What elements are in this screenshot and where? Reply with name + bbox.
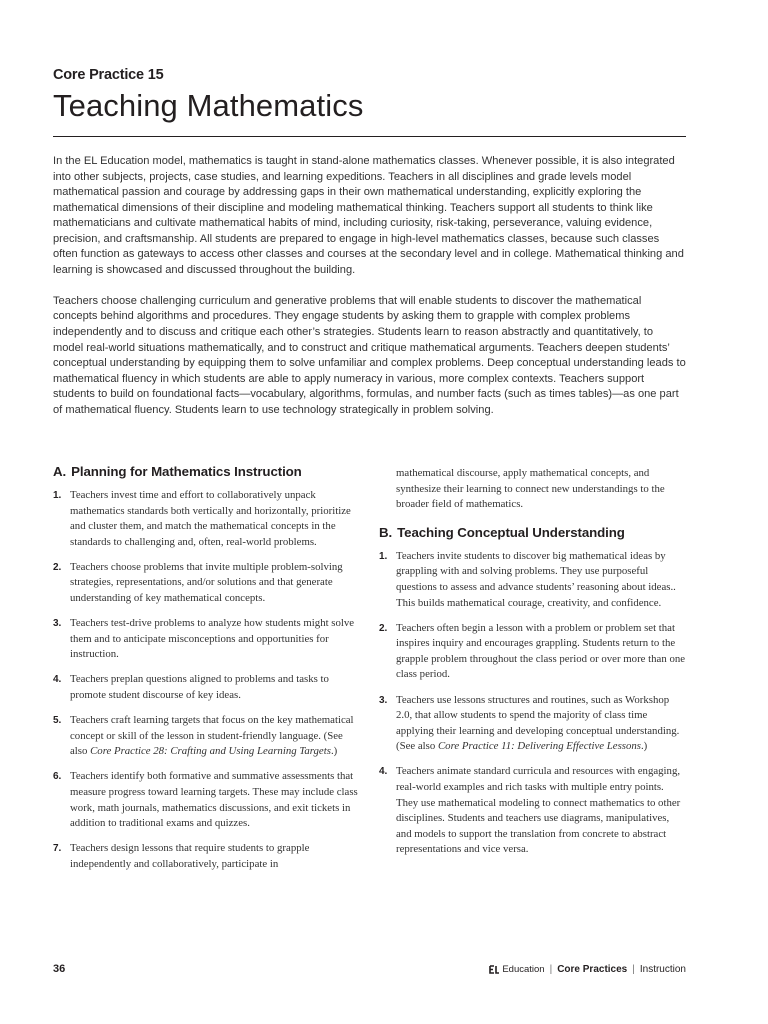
page-title: Teaching Mathematics	[53, 88, 364, 123]
item-number: 1.	[379, 550, 388, 562]
section-title: Planning for Mathematics Instruction	[71, 464, 302, 479]
footer-separator: |	[632, 964, 635, 975]
item-number: 1.	[53, 490, 62, 501]
list-item	[53, 488, 360, 550]
item-text-end: .)	[330, 745, 338, 758]
series-name: Core Practices	[557, 964, 628, 975]
list-item	[53, 713, 360, 760]
item-number: 5.	[53, 715, 62, 727]
el-education-logo	[489, 964, 544, 975]
footer-separator: |	[549, 964, 553, 975]
item-number: 4.	[53, 674, 62, 686]
item-number: 2.	[379, 622, 388, 634]
intro-paragraph: Teachers choose challenging curriculum and generative problems that will enable students to discover the mathematical concepts behind algorithms and procedures. They engage students by asking them to grapple with complex problems independently and to discuss and critique each other’s strategies. Students learn to reason abstractly and quantitatively, to model real-world situations mathematically, and to construct and critique mathematical arguments. Teachers deepen students’ conceptual understanding by equipping them to solve unfamiliar and complex problems. Deep conceptual understanding leads to mathematical fluency in which students are able to apply numeracy in various, more complex contexts. Teachers support students to build on foundational facts—vocabulary, algorithms, formulas, and number facts (such as times tables)—as one part of mathematical fluency. Students learn to use technology strategically in problem solving.	[53, 294, 686, 416]
item-number: 3.	[53, 618, 62, 630]
page-footer	[53, 963, 686, 981]
item-text: Teachers invite students to discover big mathematical ideas by grappling with and solving problems. They use purposeful questions to assess and advance students’ reasoning about ideas.. This builds mathematical courage, creativity, and confidence.	[396, 549, 676, 609]
el-logo-icon	[489, 965, 500, 974]
item-text: Teachers preplan questions aligned to problems and tasks to promote student discourse of key ideas.	[70, 673, 329, 702]
list-item	[53, 616, 360, 663]
section-b-heading	[379, 525, 686, 540]
item-number: 7.	[53, 843, 62, 855]
item-text: Teachers craft learning targets that focus on the key mathematical concept or skill of the lesson in student-friendly language. (See also	[70, 714, 354, 758]
item-text: Teachers choose problems that invite multiple problem-solving strategies, representations, and/or solutions and that generate understanding of key mathematical concepts.	[70, 560, 343, 605]
document-page	[53, 0, 686, 1024]
section-title: Teaching Conceptual Understanding	[397, 524, 625, 540]
list-item	[53, 769, 360, 831]
cross-reference: Core Practice 28: Crafting and Using Learning Targets	[90, 745, 331, 758]
footer-branding	[489, 964, 686, 975]
list-item	[379, 764, 686, 858]
title-divider	[53, 136, 686, 137]
item-text: Teachers identify both formative and summative assessments that measure progress toward learning targets. These may include class work, math journals, mathematics discussions, and exit tickets in addition to traditional exams and quizzes.	[70, 770, 358, 830]
item-text: Teachers test-drive problems to analyze how students might solve them and to anticipate misconceptions and opportunities for instruction.	[70, 617, 355, 661]
section-b-list	[379, 549, 686, 858]
list-item	[53, 672, 360, 703]
item-text: Teachers animate standard curricula and resources with engaging, real-world examples and rich tasks with multiple entry points. They use mathematical modeling to connect mathematics to other disciplines. Students and teachers use diagrams, manipulatives, and models to support the translation from concrete to abstract representations and vice versa.	[396, 765, 681, 856]
section-name: Instruction	[639, 964, 686, 975]
item-number: 2.	[53, 561, 62, 573]
section-letter: A.	[53, 464, 67, 479]
list-item	[53, 841, 360, 872]
intro-paragraph: In the EL Education model, mathematics is taught in stand-alone mathematics classes. Whenever possible, it is also integrated into other subjects, projects, case studies, and learning expeditions. Teachers in all disciplines and grade levels model mathematical passion and courage by addressing gaps in their own mathematical understanding, explicitly exploring the mathematical dimensions of their discipline and modeling mathematical thinking. Teachers support all students to think like mathematicians and cultivate mathematical habits of mind, including curiosity, risk-taking, perseverance, valuing evidence, precision, and craftsmanship. All students are prepared to engage in high-level mathematics classes, because such classes often function as gateways to access other classes and courses at the secondary level and in college. Mathematical thinking and learning is showcased and discussed throughout the building.	[53, 155, 684, 276]
cross-reference: Core Practice 11: Delivering Effective Lessons	[437, 740, 641, 753]
item-text: Teachers invest time and effort to collaboratively unpack mathematics standards both vertically and horizontally, prioritize and cluster them, and match the mathematical concepts in the standards to challenging and, often, real-world problems.	[70, 489, 351, 548]
right-column	[379, 466, 686, 867]
brand-name: Education	[502, 964, 545, 975]
section-letter: B.	[379, 524, 393, 540]
left-column	[53, 464, 360, 882]
list-item	[53, 560, 360, 607]
item-number: 3.	[379, 694, 388, 706]
item-number: 4.	[379, 766, 388, 778]
list-item	[379, 621, 686, 683]
list-item	[379, 549, 686, 611]
list-item	[379, 693, 686, 755]
item-text: Teachers often begin a lesson with a problem or problem set that inspires inquiry and encourages grappling. Students return to the grapple problem throughout the class period or over more than one class period.	[396, 621, 686, 681]
section-a-list	[53, 488, 360, 872]
list-item-continuation: mathematical discourse, apply mathematical concepts, and synthesize their learning to connect new understandings to the broader field of mathematics.	[396, 467, 665, 511]
item-text: Teachers design lessons that require students to grapple independently and collaboratively, participate in	[70, 842, 310, 870]
core-practice-label: Core Practice 15	[53, 67, 164, 83]
section-a-heading	[53, 464, 360, 479]
item-number: 6.	[53, 771, 62, 783]
intro-text	[53, 154, 686, 434]
item-text-end: .)	[640, 740, 648, 753]
page-number: 36	[53, 963, 66, 975]
item-text: Teachers use lessons structures and routines, such as Workshop 2.0, that allow students to spend the majority of class time applying their learning and developing conceptual understanding. (See also	[396, 693, 680, 753]
